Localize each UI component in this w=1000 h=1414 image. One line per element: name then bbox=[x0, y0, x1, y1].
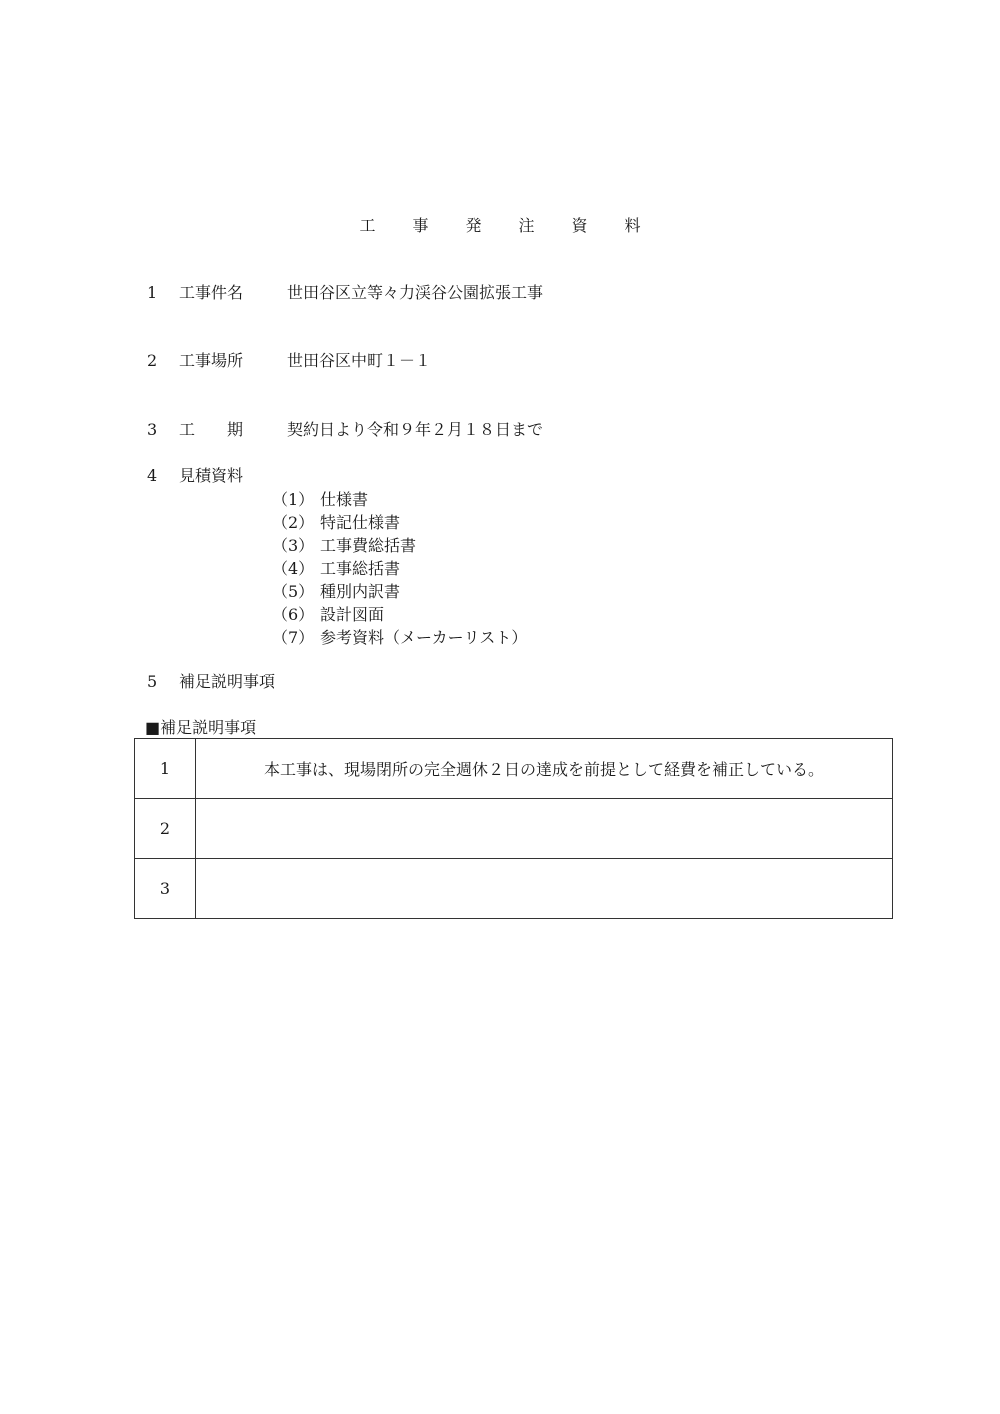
list-item-number: （7） bbox=[272, 628, 315, 647]
notes-table-caption: ■補足説明事項 bbox=[145, 718, 257, 737]
table-row bbox=[135, 739, 893, 799]
item-value: 世田谷区中町１－１ bbox=[287, 351, 432, 370]
document-title bbox=[0, 213, 1000, 236]
title-char: 注 bbox=[518, 216, 535, 235]
item-estimate-documents bbox=[147, 466, 287, 486]
title-char: 資 bbox=[571, 216, 588, 235]
notes-table bbox=[134, 738, 893, 919]
item-label: 見積資料 bbox=[179, 466, 244, 485]
item-construction-site bbox=[147, 351, 431, 371]
list-item bbox=[272, 580, 527, 603]
list-item-text: 種別内訳書 bbox=[320, 582, 401, 601]
title-char: 事 bbox=[412, 216, 429, 235]
item-construction-name bbox=[147, 283, 543, 303]
list-item-text: 設計図面 bbox=[320, 605, 385, 624]
list-item-text: 特記仕様書 bbox=[320, 513, 401, 532]
item-number: 2 bbox=[147, 351, 158, 370]
list-item-text: 工事費総括書 bbox=[320, 536, 417, 555]
row-text: 本工事は、現場閉所の完全週休２日の達成を前提として経費を補正している。 bbox=[196, 739, 893, 799]
list-item bbox=[272, 603, 527, 626]
item-construction-period bbox=[147, 420, 543, 440]
item-number: 1 bbox=[147, 283, 158, 302]
item-supplementary-notes bbox=[147, 672, 287, 692]
list-item-number: （1） bbox=[272, 490, 315, 509]
row-number: 1 bbox=[135, 739, 196, 799]
list-item bbox=[272, 511, 527, 534]
table-row bbox=[135, 859, 893, 919]
item-number: 4 bbox=[147, 466, 158, 485]
row-number: 3 bbox=[135, 859, 196, 919]
list-item-number: （6） bbox=[272, 605, 315, 624]
item-label: 補足説明事項 bbox=[179, 672, 276, 691]
table-row bbox=[135, 799, 893, 859]
row-text bbox=[196, 799, 893, 859]
list-item-number: （5） bbox=[272, 582, 315, 601]
list-item-number: （2） bbox=[272, 513, 315, 532]
row-number: 2 bbox=[135, 799, 196, 859]
item-number: 3 bbox=[147, 420, 158, 439]
list-item-text: 参考資料（メーカーリスト） bbox=[320, 628, 528, 647]
list-item bbox=[272, 534, 527, 557]
list-item bbox=[272, 557, 527, 580]
list-item-number: （3） bbox=[272, 536, 315, 555]
title-char: 料 bbox=[624, 216, 641, 235]
estimate-document-list bbox=[272, 488, 527, 649]
item-number: 5 bbox=[147, 672, 158, 691]
item-value: 世田谷区立等々力渓谷公園拡張工事 bbox=[287, 283, 544, 302]
title-char: 発 bbox=[465, 216, 482, 235]
item-label: 工 期 bbox=[179, 420, 244, 439]
list-item-text: 仕様書 bbox=[320, 490, 369, 509]
list-item-number: （4） bbox=[272, 559, 315, 578]
list-item-text: 工事総括書 bbox=[320, 559, 401, 578]
list-item bbox=[272, 488, 527, 511]
item-label: 工事場所 bbox=[179, 351, 244, 370]
list-item bbox=[272, 626, 527, 649]
item-label: 工事件名 bbox=[179, 283, 244, 302]
item-value: 契約日より令和９年２月１８日まで bbox=[287, 420, 544, 439]
title-char: 工 bbox=[359, 216, 376, 235]
row-text bbox=[196, 859, 893, 919]
